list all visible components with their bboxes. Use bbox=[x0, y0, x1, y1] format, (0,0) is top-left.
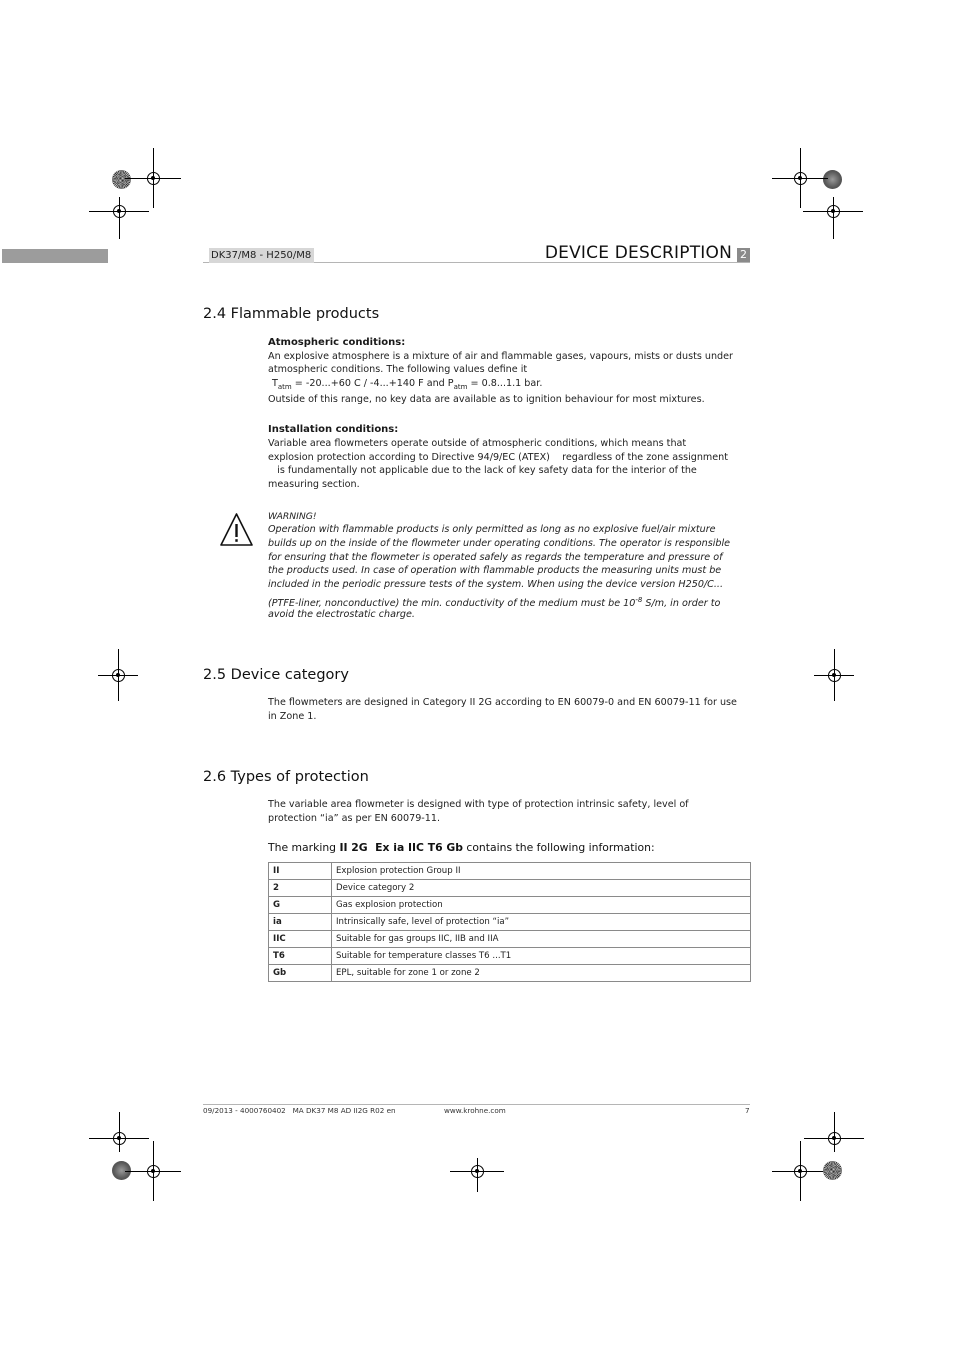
device-category-text: The flowmeters are designed in Category II 2G according to EN 60079-0 and EN 60079-11 for use bbox=[268, 697, 737, 708]
heading-types-of-protection: 2.6 Types of protection bbox=[203, 769, 369, 785]
warning-label: WARNING! bbox=[268, 511, 317, 522]
registration-ball-top-left bbox=[112, 170, 131, 189]
table-row bbox=[269, 897, 751, 914]
heading-device-category: 2.5 Device category bbox=[203, 667, 349, 683]
header-gray-bar bbox=[2, 249, 108, 263]
table-row bbox=[269, 880, 751, 897]
conductivity-text: (PTFE-liner, nonconductive) the min. conductivity of the medium must be 10 bbox=[268, 598, 636, 610]
atmospheric-conditions-title: Atmospheric conditions: bbox=[268, 337, 406, 348]
warning-line: for ensuring that the flowmeter is operated safely as regards the temperature and pressure of bbox=[268, 552, 723, 563]
table-desc: EPL, suitable for zone 1 or zone 2 bbox=[332, 965, 751, 982]
pressure-range-text: = 0.8...1.1 bar. bbox=[467, 378, 543, 389]
warning-triangle-icon bbox=[219, 512, 254, 547]
device-category-text: in Zone 1. bbox=[268, 711, 317, 722]
table-desc: Suitable for gas groups IIC, IIB and IIA bbox=[332, 931, 751, 948]
warning-line: builds up on the inside of the flowmeter under operating conditions. The operator is responsible bbox=[268, 538, 731, 549]
installation-conditions-title: Installation conditions: bbox=[268, 424, 399, 435]
registration-ball-bottom-right bbox=[823, 1161, 842, 1180]
marking-code: II 2G Ex ia IIC T6 Gb bbox=[339, 841, 463, 854]
warning-line: included in the periodic pressure tests of the system. When using the device version H250/C... bbox=[268, 579, 724, 590]
table-row bbox=[269, 914, 751, 931]
marking-line bbox=[268, 841, 655, 854]
atmospheric-text-line: Outside of this range, no key data are available as to ignition behaviour for most mixtures. bbox=[268, 394, 705, 405]
marking-prefix: The marking bbox=[268, 841, 340, 854]
table-row bbox=[269, 948, 751, 965]
registration-ball-top-right bbox=[823, 170, 842, 189]
installation-text-line: measuring section. bbox=[268, 479, 360, 490]
header-section-title: DEVICE DESCRIPTION bbox=[544, 243, 732, 263]
atmospheric-text-line: An explosive atmosphere is a mixture of air and flammable gases, vapours, mists or dusts under bbox=[268, 351, 733, 362]
installation-text-line: explosion protection according to Directive 94/9/EC (ATEX) regardless of the zone assignment bbox=[268, 452, 729, 463]
conductivity-unit-text: S/m, in order to bbox=[642, 598, 721, 610]
footer-page-number: 7 bbox=[745, 1106, 750, 1115]
installation-text-line: Variable area flowmeters operate outside of atmospheric conditions, which means that bbox=[268, 438, 687, 449]
footer-website-link[interactable]: www.krohne.com bbox=[444, 1106, 506, 1115]
atmospheric-text-line: atmospheric conditions. The following values define it bbox=[268, 364, 528, 375]
table-key: 2 bbox=[269, 880, 332, 897]
table-row bbox=[269, 863, 751, 880]
temperature-symbol: T bbox=[272, 378, 278, 389]
pressure-subscript: atm bbox=[453, 382, 468, 391]
table-desc: Device category 2 bbox=[332, 880, 751, 897]
warning-line: the products used. In case of operation with flammable products the measuring units must be bbox=[268, 565, 722, 576]
header-section-number: 2 bbox=[737, 248, 750, 262]
marking-suffix: contains the following information: bbox=[462, 841, 655, 854]
installation-text-line: is fundamentally not applicable due to the lack of key safety data for the interior of the bbox=[268, 465, 697, 476]
table-key: Gb bbox=[269, 965, 332, 982]
atmospheric-range-text: = -20...+60 C / -4...+140 F and P bbox=[291, 378, 454, 389]
protection-text: The variable area flowmeter is designed with type of protection intrinsic safety, level of bbox=[268, 799, 689, 810]
table-key: T6 bbox=[269, 948, 332, 965]
table-row bbox=[269, 965, 751, 982]
marking-table bbox=[268, 862, 751, 982]
table-desc: Explosion protection Group II bbox=[332, 863, 751, 880]
table-desc: Gas explosion protection bbox=[332, 897, 751, 914]
table-key: ia bbox=[269, 914, 332, 931]
warning-line: avoid the electrostatic charge. bbox=[268, 609, 415, 620]
conductivity-exponent: -8 bbox=[635, 596, 643, 604]
table-key: G bbox=[269, 897, 332, 914]
heading-flammable-products: 2.4 Flammable products bbox=[203, 306, 380, 322]
table-desc: Suitable for temperature classes T6 ...T1 bbox=[332, 948, 751, 965]
protection-text: protection “ia” as per EN 60079-11. bbox=[268, 813, 441, 824]
footer-rule bbox=[203, 1104, 750, 1105]
table-desc: Intrinsically safe, level of protection “ia” bbox=[332, 914, 751, 931]
atmospheric-values bbox=[272, 377, 542, 391]
header-model: DK37/M8 - H250/M8 bbox=[209, 248, 314, 263]
table-key: II bbox=[269, 863, 332, 880]
warning-line: Operation with flammable products is only permitted as long as no explosive fuel/air mixture bbox=[268, 524, 716, 535]
table-key: IIC bbox=[269, 931, 332, 948]
table-row bbox=[269, 931, 751, 948]
footer-document-id: 09/2013 - 4000760402 MA DK37 M8 AD II2G R02 en bbox=[203, 1106, 396, 1115]
temperature-subscript: atm bbox=[277, 382, 292, 391]
